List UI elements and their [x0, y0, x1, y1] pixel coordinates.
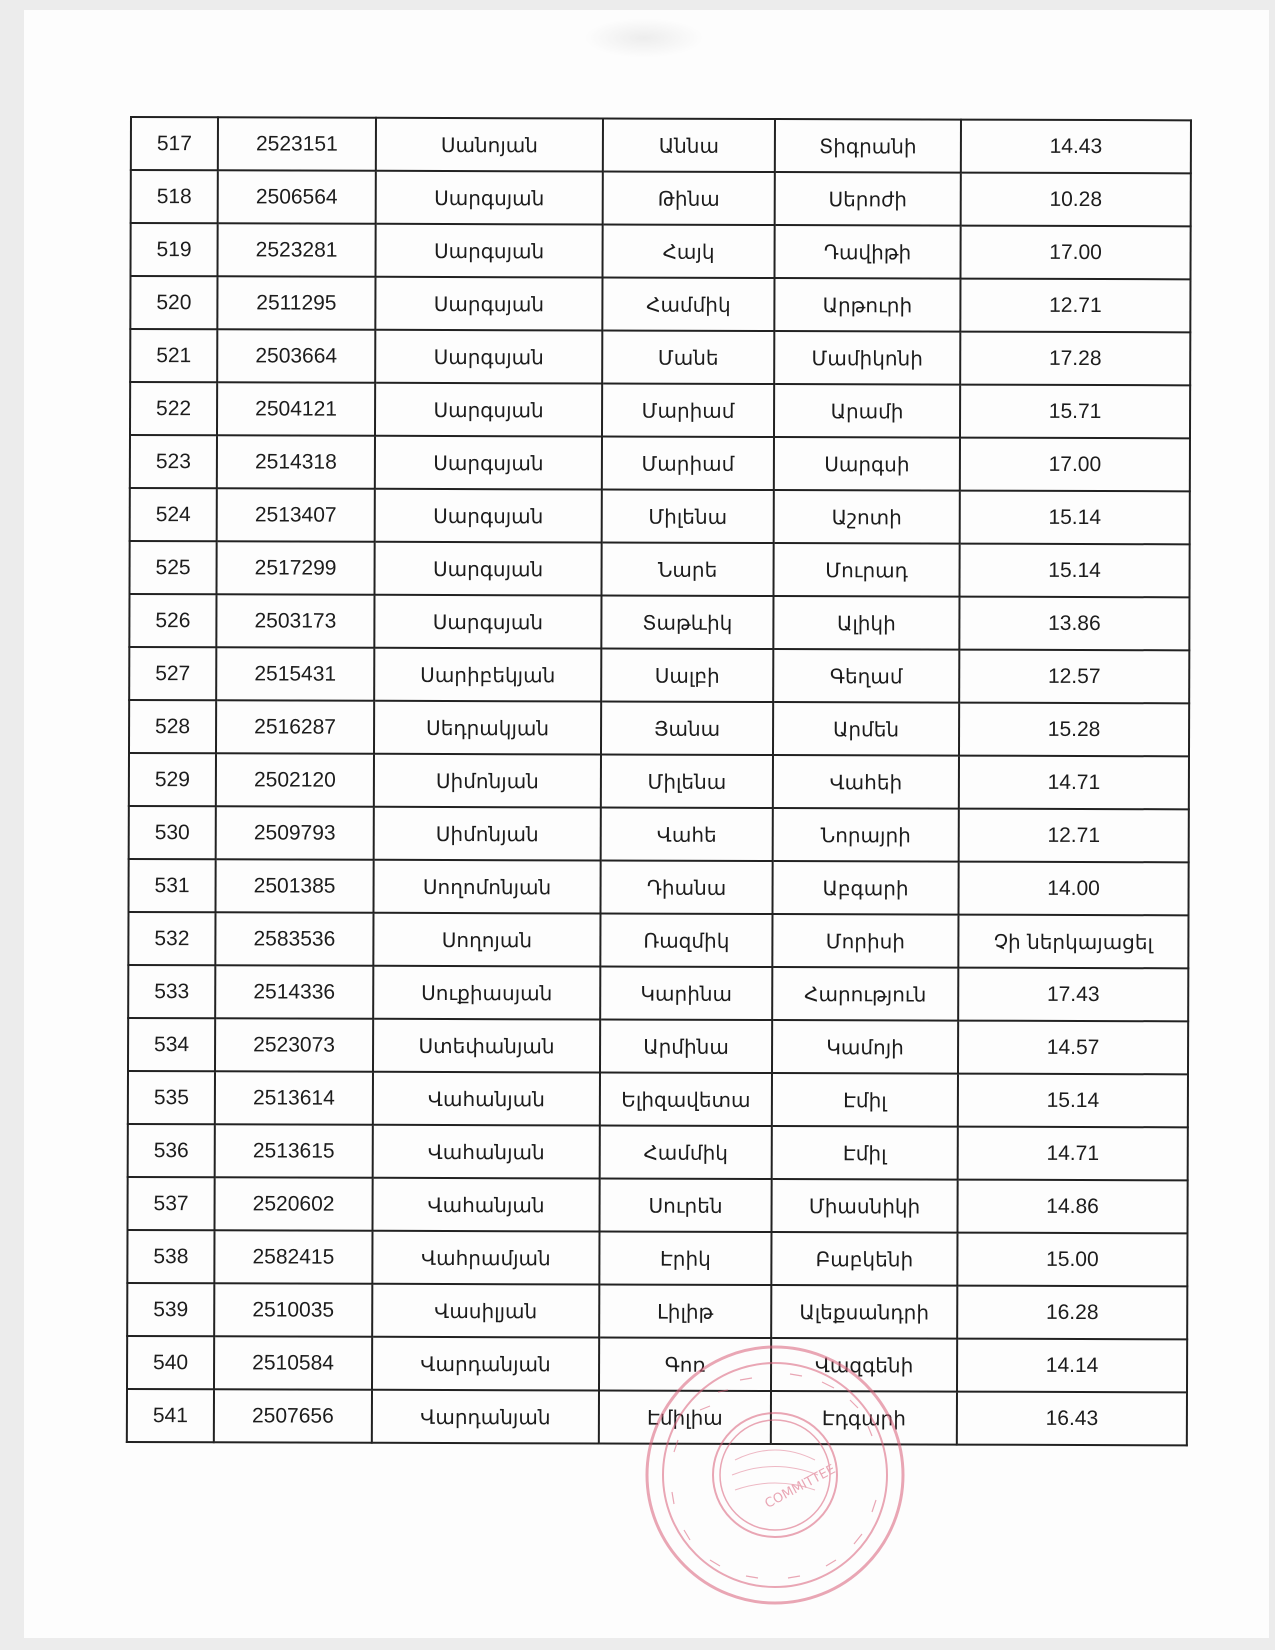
seal-inscription: COMMITTEE — [762, 1462, 839, 1512]
patronymic-cell: Բաբկենի — [771, 1232, 957, 1286]
patronymic-cell: Էմիլ — [772, 1073, 958, 1127]
score-cell: 17.28 — [960, 332, 1190, 386]
patronymic-cell: Սերոժի — [775, 172, 961, 226]
patronymic-cell: Կամոյի — [772, 1020, 958, 1074]
first-name-cell: Գոռ — [599, 1337, 771, 1391]
candidate-id-cell: 2515431 — [216, 647, 374, 700]
row-number-cell: 522 — [130, 382, 217, 435]
candidate-id-cell: 2523073 — [215, 1018, 373, 1071]
table-row — [128, 1018, 1188, 1074]
surname-cell: Վարդանյան — [372, 1337, 599, 1391]
score-cell: 15.00 — [957, 1233, 1187, 1287]
row-number-cell: 528 — [129, 700, 216, 753]
candidate-id-cell: 2582415 — [214, 1230, 372, 1283]
patronymic-cell: Էդգարի — [771, 1391, 957, 1445]
surname-cell: Սարգսյան — [375, 489, 602, 543]
table-row — [128, 1124, 1188, 1180]
row-number-cell: 532 — [128, 912, 215, 965]
score-cell: 17.43 — [958, 968, 1188, 1022]
score-cell: 14.71 — [958, 1127, 1188, 1181]
row-number-cell: 527 — [129, 647, 216, 700]
table-row — [128, 912, 1188, 968]
first-name-cell: Մարիամ — [602, 436, 774, 490]
table-row — [130, 329, 1190, 385]
first-name-cell: Սալբի — [601, 648, 773, 702]
patronymic-cell: Արամի — [774, 384, 960, 438]
patronymic-cell: Արթուրի — [774, 278, 960, 332]
table-row — [130, 435, 1190, 491]
surname-cell: Վահանյան — [373, 1125, 600, 1179]
candidate-id-cell: 2502120 — [216, 753, 374, 806]
scan-artifact — [584, 18, 704, 58]
surname-cell: Վահանյան — [373, 1072, 600, 1126]
table-row — [128, 1071, 1188, 1127]
first-name-cell: Վահե — [601, 807, 773, 861]
first-name-cell: Միլենա — [601, 754, 773, 808]
score-cell: 15.14 — [960, 491, 1190, 545]
first-name-cell: Մանե — [602, 330, 774, 384]
row-number-cell: 535 — [128, 1071, 215, 1124]
row-number-cell: 523 — [130, 435, 217, 488]
row-number-cell: 539 — [127, 1283, 214, 1336]
score-cell: 14.71 — [959, 756, 1189, 810]
surname-cell: Սարգսյան — [374, 595, 601, 649]
first-name-cell: Հայկ — [602, 224, 774, 278]
patronymic-cell: Մամիկոնի — [774, 331, 960, 385]
candidate-id-cell: 2513615 — [215, 1124, 373, 1177]
first-name-cell: Մարիամ — [602, 383, 774, 437]
score-cell: 16.28 — [957, 1286, 1187, 1340]
candidate-id-cell: 2513407 — [217, 488, 375, 541]
surname-cell: Սարգսյան — [375, 383, 602, 437]
surname-cell: Սարիբեկյան — [374, 648, 601, 702]
surname-cell: Ստեփանյան — [373, 1019, 600, 1073]
patronymic-cell: Մուրադ — [773, 543, 959, 597]
patronymic-cell: Սարգսի — [774, 437, 960, 491]
candidate-id-cell: 2514318 — [217, 435, 375, 488]
row-number-cell: 519 — [130, 223, 217, 276]
surname-cell: Վասիլյան — [372, 1284, 599, 1338]
table-row — [129, 647, 1189, 703]
surname-cell: Սարգսյան — [375, 436, 602, 490]
row-number-cell: 530 — [129, 806, 216, 859]
surname-cell: Սիմոնյան — [374, 754, 601, 808]
score-cell: 14.43 — [961, 120, 1191, 174]
candidate-id-cell: 2503173 — [216, 594, 374, 647]
first-name-cell: Թինա — [603, 171, 775, 225]
row-number-cell: 525 — [129, 541, 216, 594]
row-number-cell: 520 — [130, 276, 217, 329]
candidate-id-cell: 2523151 — [218, 117, 376, 170]
score-cell: 12.57 — [959, 650, 1189, 704]
row-number-cell: 538 — [127, 1230, 214, 1283]
table-row — [131, 170, 1191, 226]
surname-cell: Վահրամյան — [372, 1231, 599, 1285]
row-number-cell: 537 — [128, 1177, 215, 1230]
first-name-cell: Էրիկ — [599, 1231, 771, 1285]
first-name-cell: Էմիլիա — [599, 1390, 771, 1444]
row-number-cell: 518 — [131, 170, 218, 223]
row-number-cell: 524 — [130, 488, 217, 541]
first-name-cell: Արմինա — [600, 1019, 772, 1073]
surname-cell: Վահանյան — [372, 1178, 599, 1232]
row-number-cell: 531 — [128, 859, 215, 912]
score-cell: 14.14 — [957, 1339, 1187, 1393]
score-cell: 14.57 — [958, 1021, 1188, 1075]
first-name-cell: Համմիկ — [602, 277, 774, 331]
candidate-id-cell: 2516287 — [216, 700, 374, 753]
first-name-cell: Աննա — [603, 118, 775, 172]
candidate-id-cell: 2504121 — [217, 382, 375, 435]
patronymic-cell: Վազգենի — [771, 1338, 957, 1392]
table-row — [129, 806, 1189, 862]
candidate-id-cell: 2510035 — [214, 1283, 372, 1336]
candidate-id-cell: 2520602 — [214, 1177, 372, 1230]
row-number-cell: 540 — [127, 1336, 214, 1389]
surname-cell: Սարգսյան — [376, 171, 603, 225]
surname-cell: Սողոյան — [373, 913, 600, 967]
score-cell: 15.14 — [958, 1074, 1188, 1128]
table-row — [129, 541, 1189, 597]
table-row — [127, 1389, 1187, 1445]
patronymic-cell: Վահեի — [773, 755, 959, 809]
patronymic-cell: Դավիթի — [774, 225, 960, 279]
score-cell: 14.86 — [957, 1180, 1187, 1234]
first-name-cell: Ռազմիկ — [600, 913, 772, 967]
patronymic-cell: Մորիսի — [772, 914, 958, 968]
candidate-id-cell: 2506564 — [218, 170, 376, 223]
row-number-cell: 526 — [129, 594, 216, 647]
first-name-cell: Նարե — [601, 542, 773, 596]
surname-cell: Սիմոնյան — [374, 807, 601, 861]
first-name-cell: Դիանա — [600, 860, 772, 914]
candidate-id-cell: 2523281 — [217, 223, 375, 276]
score-cell: 16.43 — [957, 1392, 1187, 1446]
first-name-cell: Լիլիթ — [599, 1284, 771, 1338]
surname-cell: Սողոմոնյան — [373, 860, 600, 914]
table-row — [131, 117, 1191, 173]
patronymic-cell: Ալեքսանդրի — [771, 1285, 957, 1339]
patronymic-cell: Աբգարի — [772, 861, 958, 915]
candidate-id-cell: 2511295 — [217, 276, 375, 329]
patronymic-cell: Ալիկի — [773, 596, 959, 650]
row-number-cell: 534 — [128, 1018, 215, 1071]
table-row — [130, 223, 1190, 279]
row-number-cell: 536 — [128, 1124, 215, 1177]
surname-cell: Սուքիասյան — [373, 966, 600, 1020]
table-row — [127, 1336, 1187, 1392]
table-row — [130, 382, 1190, 438]
surname-cell: Վարդանյան — [372, 1390, 599, 1444]
table-row — [129, 753, 1189, 809]
table-row — [128, 1177, 1188, 1233]
first-name-cell: Համմիկ — [600, 1125, 772, 1179]
patronymic-cell: Արմեն — [773, 702, 959, 756]
score-cell: 12.71 — [960, 279, 1190, 333]
surname-cell: Սարգսյան — [374, 542, 601, 596]
candidate-id-cell: 2507656 — [214, 1389, 372, 1442]
candidate-id-cell: 2501385 — [215, 859, 373, 912]
patronymic-cell: Տիգրանի — [775, 119, 961, 173]
patronymic-cell: Գեղամ — [773, 649, 959, 703]
first-name-cell: Ելիզավետա — [600, 1072, 772, 1126]
surname-cell: Սարգսյան — [375, 277, 602, 331]
table-row — [129, 700, 1189, 756]
surname-cell: Սանոյան — [376, 118, 603, 172]
table-row — [130, 488, 1190, 544]
score-cell: 17.00 — [960, 438, 1190, 492]
row-number-cell: 521 — [130, 329, 217, 382]
row-number-cell: 517 — [131, 117, 218, 170]
score-cell: 12.71 — [959, 809, 1189, 863]
candidate-id-cell: 2503664 — [217, 329, 375, 382]
table-row — [130, 276, 1190, 332]
patronymic-cell: Միասնիկի — [771, 1179, 957, 1233]
score-cell: 17.00 — [960, 226, 1190, 280]
candidate-id-cell: 2517299 — [216, 541, 374, 594]
candidate-id-cell: 2583536 — [215, 912, 373, 965]
candidate-id-cell: 2510584 — [214, 1336, 372, 1389]
row-number-cell: 541 — [127, 1389, 214, 1442]
candidate-id-cell: 2509793 — [216, 806, 374, 859]
first-name-cell: Սուրեն — [599, 1178, 771, 1232]
score-cell: 15.71 — [960, 385, 1190, 439]
patronymic-cell: Աշոտի — [774, 490, 960, 544]
surname-cell: Սեդրակյան — [374, 701, 601, 755]
first-name-cell: Միլենա — [602, 489, 774, 543]
table-row — [127, 1283, 1187, 1339]
score-cell: 15.28 — [959, 703, 1189, 757]
row-number-cell: 529 — [129, 753, 216, 806]
table-row — [128, 965, 1188, 1021]
score-cell: 14.00 — [958, 862, 1188, 916]
score-cell: 15.14 — [959, 544, 1189, 598]
surname-cell: Սարգսյան — [375, 224, 602, 278]
candidate-id-cell: 2514336 — [215, 965, 373, 1018]
first-name-cell: Յանա — [601, 701, 773, 755]
score-cell: 13.86 — [959, 597, 1189, 651]
results-table-body — [127, 117, 1191, 1445]
row-number-cell: 533 — [128, 965, 215, 1018]
table-row — [128, 859, 1188, 915]
patronymic-cell: Հարություն — [772, 967, 958, 1021]
patronymic-cell: Նորայրի — [773, 808, 959, 862]
score-cell: 10.28 — [961, 173, 1191, 227]
table-row — [129, 594, 1189, 650]
score-cell: Չի ներկայացել — [958, 915, 1188, 969]
first-name-cell: Կարինա — [600, 966, 772, 1020]
surname-cell: Սարգսյան — [375, 330, 602, 384]
patronymic-cell: Էմիլ — [772, 1126, 958, 1180]
table-row — [127, 1230, 1187, 1286]
results-table — [126, 116, 1192, 1446]
candidate-id-cell: 2513614 — [215, 1071, 373, 1124]
first-name-cell: Տաթևիկ — [601, 595, 773, 649]
